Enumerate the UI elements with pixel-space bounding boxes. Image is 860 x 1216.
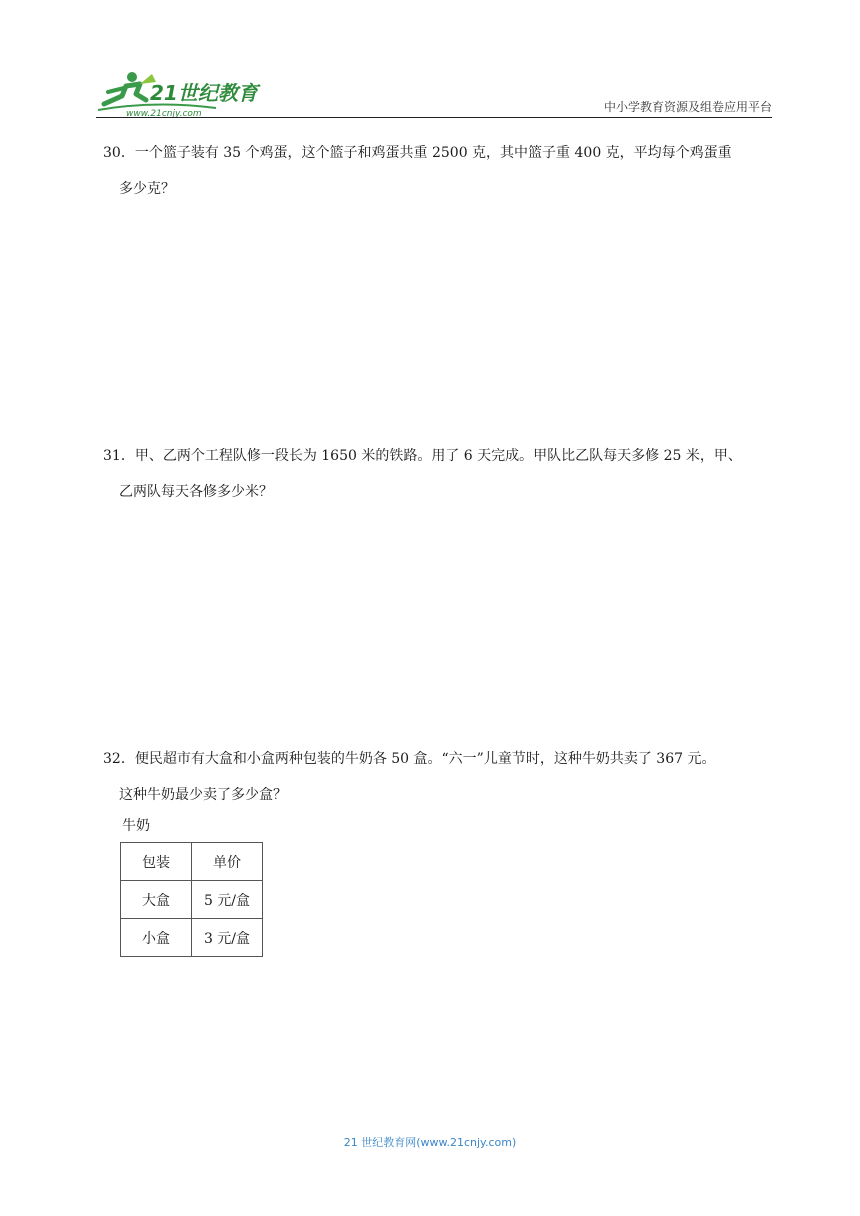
milk-price-table — [120, 842, 263, 957]
question-30 — [103, 135, 783, 207]
question-text: 30．一个篮子装有 35 个鸡蛋，这个篮子和鸡蛋共重 2500 克，其中篮子重 400 克，平均每个鸡蛋重 — [103, 145, 732, 161]
table-cell: 大盒 — [121, 881, 192, 919]
question-32 — [103, 741, 783, 813]
question-text: 多少克？ — [119, 181, 175, 197]
table-cell: 5 元/盒 — [192, 881, 263, 919]
footer-link[interactable]: 21 世纪教育网(www.21cnjy.com) — [343, 1136, 517, 1149]
site-logo — [96, 70, 266, 118]
question-text: 31．甲、乙两个工程队修一段长为 1650 米的铁路。用了 6 天完成。甲队比乙队每天多修 25 米，甲、 — [103, 448, 742, 464]
table-cell: 3 元/盒 — [192, 919, 263, 957]
table-row — [121, 919, 263, 957]
logo-title: 21世纪教育 — [150, 81, 258, 105]
table-header-row — [121, 843, 263, 881]
table-row — [121, 881, 263, 919]
table-title: 牛奶 — [122, 818, 150, 834]
logo-url: www.21cnjy.com — [126, 109, 202, 118]
question-text: 32．便民超市有大盒和小盒两种包装的牛奶各 50 盒。“六一”儿童节时，这种牛奶共卖了 367 元。 — [103, 751, 716, 767]
table-header-cell: 单价 — [192, 843, 263, 881]
question-31 — [103, 438, 783, 510]
question-text: 乙两队每天各修多少米？ — [119, 484, 273, 500]
platform-name: 中小学教育资源及组卷应用平台 — [603, 100, 772, 114]
table-cell: 小盒 — [121, 919, 192, 957]
header-divider — [96, 117, 772, 118]
question-text: 这种牛奶最少卖了多少盒？ — [119, 787, 287, 803]
table-header-cell: 包装 — [121, 843, 192, 881]
